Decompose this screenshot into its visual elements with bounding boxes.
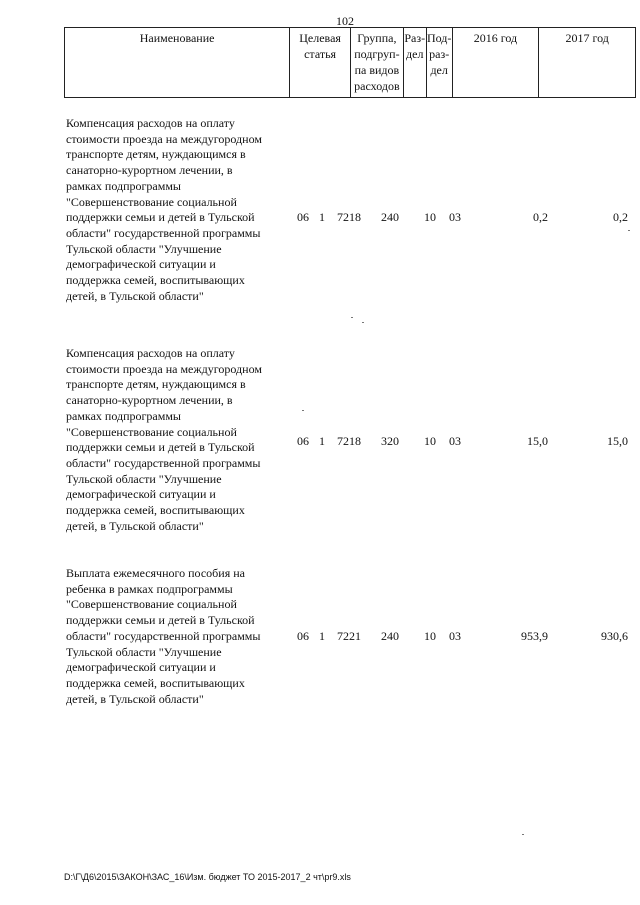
table-header xyxy=(64,27,636,98)
header-name: Наименование xyxy=(65,28,290,97)
header-expense-group: Группа, подгруп- па видов расходов xyxy=(351,28,404,97)
direction-code: 7218 xyxy=(337,434,361,448)
header-subsection: Под- раз- дел xyxy=(427,28,453,97)
program-code: 06 xyxy=(297,629,309,643)
scan-speck xyxy=(362,322,364,323)
subsection: 03 xyxy=(449,629,461,643)
scan-speck xyxy=(628,230,630,231)
amount-2016: 15,0 xyxy=(527,434,548,448)
amount-2017: 930,6 xyxy=(601,629,628,643)
amount-2017: 15,0 xyxy=(607,434,628,448)
header-target-article: Целевая статья xyxy=(290,28,351,97)
direction-code: 7218 xyxy=(337,210,361,224)
expense-group: 240 xyxy=(381,210,399,224)
program-code: 06 xyxy=(297,210,309,224)
file-path-footer: D:\Г\Д6\2015\ЗАКОН\ЗАС_16\Изм. бюджет ТО 2015-2017_2 чт\pr9.xls xyxy=(64,872,351,882)
scan-speck xyxy=(351,317,353,318)
subprogram-code: 1 xyxy=(319,629,325,643)
direction-code: 7221 xyxy=(337,629,361,643)
row-description: Выплата ежемесячного пособия на ребенка в рамках подпрограммы "Совершенствование социальной поддержки семьи и детей в Тульской области" государственной программы Тульской области "Улучшение демографической ситуации и поддержка семей, воспитывающих детей, в Тульской области" xyxy=(66,566,261,706)
subsection: 03 xyxy=(449,434,461,448)
expense-group: 240 xyxy=(381,629,399,643)
header-section: Раз- дел xyxy=(404,28,427,97)
page-number: 102 xyxy=(336,14,354,28)
amount-2017: 0,2 xyxy=(613,210,628,224)
header-year-2016: 2016 год xyxy=(453,28,540,97)
section: 10 xyxy=(424,434,436,448)
subprogram-code: 1 xyxy=(319,210,325,224)
program-code: 06 xyxy=(297,434,309,448)
row-description: Компенсация расходов на оплату стоимости проезда на междугородном транспорте детям, нуждающимся в санаторно-курортном лечении, в рамках подпрограммы "Совершенствование социальной поддержки семьи и детей в Тульской области" государственной программы Тульской области "Улучшение демографической ситуации и поддержка семей, воспитывающих детей, в Тульской области" xyxy=(66,346,262,533)
row-description: Компенсация расходов на оплату стоимости проезда на междугородном транспорте детям, нуждающимся в санаторно-курортном лечении, в рамках подпрограммы "Совершенствование социальной поддержки семьи и детей в Тульской области" государственной программы Тульской области "Улучшение демографической ситуации и поддержка семей, воспитывающих детей, в Тульской области" xyxy=(66,116,262,303)
scan-speck xyxy=(302,410,304,411)
amount-2016: 0,2 xyxy=(533,210,548,224)
scan-speck xyxy=(522,834,524,835)
subsection: 03 xyxy=(449,210,461,224)
expense-group: 320 xyxy=(381,434,399,448)
section: 10 xyxy=(424,629,436,643)
header-year-2017: 2017 год xyxy=(565,31,609,45)
section: 10 xyxy=(424,210,436,224)
subprogram-code: 1 xyxy=(319,434,325,448)
amount-2016: 953,9 xyxy=(521,629,548,643)
